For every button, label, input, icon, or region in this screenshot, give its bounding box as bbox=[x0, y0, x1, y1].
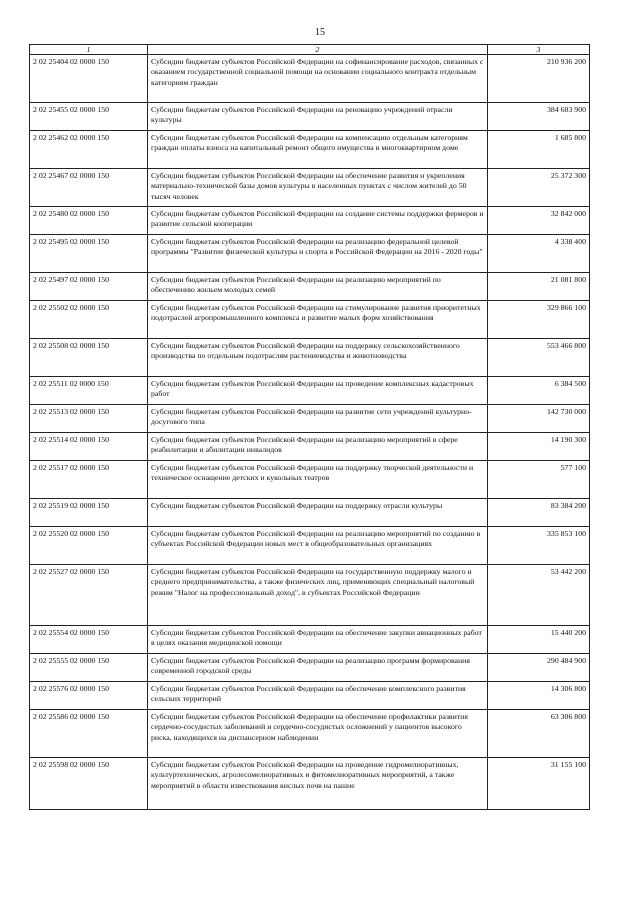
cell-code: 2 02 25586 02 0000 150 bbox=[30, 710, 148, 758]
cell-amount: 31 155 100 bbox=[488, 758, 590, 810]
table-row bbox=[30, 710, 590, 758]
cell-code: 2 02 25554 02 0000 150 bbox=[30, 626, 148, 654]
cell-code: 2 02 25455 02 0000 150 bbox=[30, 103, 148, 131]
column-header-code: 1 bbox=[30, 45, 148, 55]
table-row bbox=[30, 527, 590, 565]
cell-code: 2 02 25513 02 0000 150 bbox=[30, 405, 148, 433]
table-row bbox=[30, 565, 590, 626]
cell-amount: 210 936 200 bbox=[488, 55, 590, 103]
cell-code: 2 02 25514 02 0000 150 bbox=[30, 433, 148, 461]
cell-amount: 142 730 000 bbox=[488, 405, 590, 433]
cell-amount: 63 306 800 bbox=[488, 710, 590, 758]
cell-amount: 329 866 100 bbox=[488, 301, 590, 339]
cell-description: Субсидии бюджетам субъектов Российской Федерации на государственную поддержку малого и среднего предпринимательства, а также физических лиц, применяющих специальный налоговый режим "Налог на профессиональный доход", в субъектах Российской Федерации bbox=[148, 565, 488, 626]
table-row bbox=[30, 131, 590, 169]
cell-description: Субсидии бюджетам субъектов Российской Федерации на реновацию учреждений отрасли культуры bbox=[148, 103, 488, 131]
budget-table bbox=[29, 44, 590, 810]
cell-amount: 32 842 000 bbox=[488, 207, 590, 235]
cell-description: Субсидии бюджетам субъектов Российской Федерации на реализацию мероприятий по созданию в субъектах Российской Федерации новых мест в общеобразовательных организациях bbox=[148, 527, 488, 565]
table-row bbox=[30, 758, 590, 810]
cell-code: 2 02 25480 02 0000 150 bbox=[30, 207, 148, 235]
cell-description: Субсидии бюджетам субъектов Российской Федерации на создание системы поддержки фермеров и развитие сельской кооперации bbox=[148, 207, 488, 235]
header-row bbox=[30, 45, 590, 55]
table-row bbox=[30, 654, 590, 682]
table-row bbox=[30, 301, 590, 339]
table-row bbox=[30, 682, 590, 710]
cell-code: 2 02 25495 02 0000 150 bbox=[30, 235, 148, 273]
cell-amount: 1 685 800 bbox=[488, 131, 590, 169]
table-row bbox=[30, 405, 590, 433]
cell-code: 2 02 25467 02 0000 150 bbox=[30, 169, 148, 207]
table-row bbox=[30, 499, 590, 527]
cell-description: Субсидии бюджетам субъектов Российской Федерации на проведение комплексных кадастровых работ bbox=[148, 377, 488, 405]
cell-description: Субсидии бюджетам субъектов Российской Федерации на поддержку творческой деятельности и техническое оснащение детских и кукольных театров bbox=[148, 461, 488, 499]
cell-description: Субсидии бюджетам субъектов Российской Федерации на реализацию мероприятий по обеспечению жильем молодых семей bbox=[148, 273, 488, 301]
cell-code: 2 02 25404 02 0000 150 bbox=[30, 55, 148, 103]
table-row bbox=[30, 626, 590, 654]
cell-amount: 577 100 bbox=[488, 461, 590, 499]
table-row bbox=[30, 461, 590, 499]
cell-amount: 553 466 800 bbox=[488, 339, 590, 377]
cell-description: Субсидии бюджетам субъектов Российской Федерации на поддержку сельскохозяйственного производства по отдельным подотраслям растениеводства и животноводства bbox=[148, 339, 488, 377]
cell-description: Субсидии бюджетам субъектов Российской Федерации на реализацию программ формирования современной городской среды bbox=[148, 654, 488, 682]
cell-amount: 21 081 800 bbox=[488, 273, 590, 301]
table-row bbox=[30, 377, 590, 405]
cell-code: 2 02 25502 02 0000 150 bbox=[30, 301, 148, 339]
table-row bbox=[30, 207, 590, 235]
cell-code: 2 02 25519 02 0000 150 bbox=[30, 499, 148, 527]
cell-amount: 83 384 200 bbox=[488, 499, 590, 527]
cell-amount: 14 190 300 bbox=[488, 433, 590, 461]
cell-description: Субсидии бюджетам субъектов Российской Федерации на проведение гидромелиоративных, культуртехнических, агролесомелиоративных и фитомелиоративных мероприятий, а также мероприятий в области известкования кислых почв на пашне bbox=[148, 758, 488, 810]
cell-amount: 290 484 900 bbox=[488, 654, 590, 682]
cell-description: Субсидии бюджетам субъектов Российской Федерации на реализацию федеральной целевой программы "Развитие физической культуры и спорта в Российской Федерации на 2016 - 2020 годы" bbox=[148, 235, 488, 273]
table-body bbox=[30, 55, 590, 810]
cell-description: Субсидии бюджетам субъектов Российской Федерации на развитие сети учреждений культурно-досугового типа bbox=[148, 405, 488, 433]
cell-code: 2 02 25511 02 0000 150 bbox=[30, 377, 148, 405]
page-number: 15 bbox=[315, 27, 325, 38]
cell-code: 2 02 25576 02 0000 150 bbox=[30, 682, 148, 710]
cell-amount: 14 306 800 bbox=[488, 682, 590, 710]
cell-amount: 384 683 900 bbox=[488, 103, 590, 131]
table-row bbox=[30, 103, 590, 131]
table-row bbox=[30, 273, 590, 301]
cell-description: Субсидии бюджетам субъектов Российской Федерации на поддержку отрасли культуры bbox=[148, 499, 488, 527]
column-header-description: 2 bbox=[148, 45, 488, 55]
column-header-amount: 3 bbox=[488, 45, 590, 55]
cell-code: 2 02 25527 02 0000 150 bbox=[30, 565, 148, 626]
table-row bbox=[30, 169, 590, 207]
cell-description: Субсидии бюджетам субъектов Российской Федерации на обеспечение закупки авиационных работ в целях оказания медицинской помощи bbox=[148, 626, 488, 654]
cell-amount: 15 440 200 bbox=[488, 626, 590, 654]
cell-code: 2 02 25508 02 0000 150 bbox=[30, 339, 148, 377]
cell-amount: 53 442 200 bbox=[488, 565, 590, 626]
cell-code: 2 02 25462 02 0000 150 bbox=[30, 131, 148, 169]
cell-description: Субсидии бюджетам субъектов Российской Федерации на обеспечение развития и укрепления материально-технической базы домов культуры в населенных пунктах с числом жителей до 50 тысяч человек bbox=[148, 169, 488, 207]
cell-description: Субсидии бюджетам субъектов Российской Федерации на обеспечение комплексного развития сельских территорий bbox=[148, 682, 488, 710]
table-row bbox=[30, 433, 590, 461]
cell-description: Субсидии бюджетам субъектов Российской Федерации на софинансирование расходов, связанных с оказанием государственной социальной помощи на основании социального контракта отдельным категориям граждан bbox=[148, 55, 488, 103]
cell-description: Субсидии бюджетам субъектов Российской Федерации на стимулирование развития приоритетных подотраслей агропромышленного комплекса и развитие малых форм хозяйствования bbox=[148, 301, 488, 339]
cell-amount: 6 384 500 bbox=[488, 377, 590, 405]
cell-amount: 4 338 400 bbox=[488, 235, 590, 273]
cell-description: Субсидии бюджетам субъектов Российской Федерации на обеспечение профилактики развития сердечно-сосудистых заболеваний и сердечно-сосудистых осложнений у пациентов высокого риска, находящихся на диспансерном наблюдении bbox=[148, 710, 488, 758]
table-row bbox=[30, 235, 590, 273]
cell-code: 2 02 25517 02 0000 150 bbox=[30, 461, 148, 499]
cell-description: Субсидии бюджетам субъектов Российской Федерации на компенсацию отдельным категориям граждан оплаты взноса на капитальный ремонт общего имущества в многоквартирном доме bbox=[148, 131, 488, 169]
cell-code: 2 02 25598 02 0000 150 bbox=[30, 758, 148, 810]
cell-code: 2 02 25555 02 0000 150 bbox=[30, 654, 148, 682]
cell-amount: 25 372 300 bbox=[488, 169, 590, 207]
cell-code: 2 02 25520 02 0000 150 bbox=[30, 527, 148, 565]
cell-description: Субсидии бюджетам субъектов Российской Федерации на реализацию мероприятий в сфере реабилитации и абилитации инвалидов bbox=[148, 433, 488, 461]
cell-amount: 335 853 100 bbox=[488, 527, 590, 565]
table-row bbox=[30, 339, 590, 377]
table-row bbox=[30, 55, 590, 103]
cell-code: 2 02 25497 02 0000 150 bbox=[30, 273, 148, 301]
